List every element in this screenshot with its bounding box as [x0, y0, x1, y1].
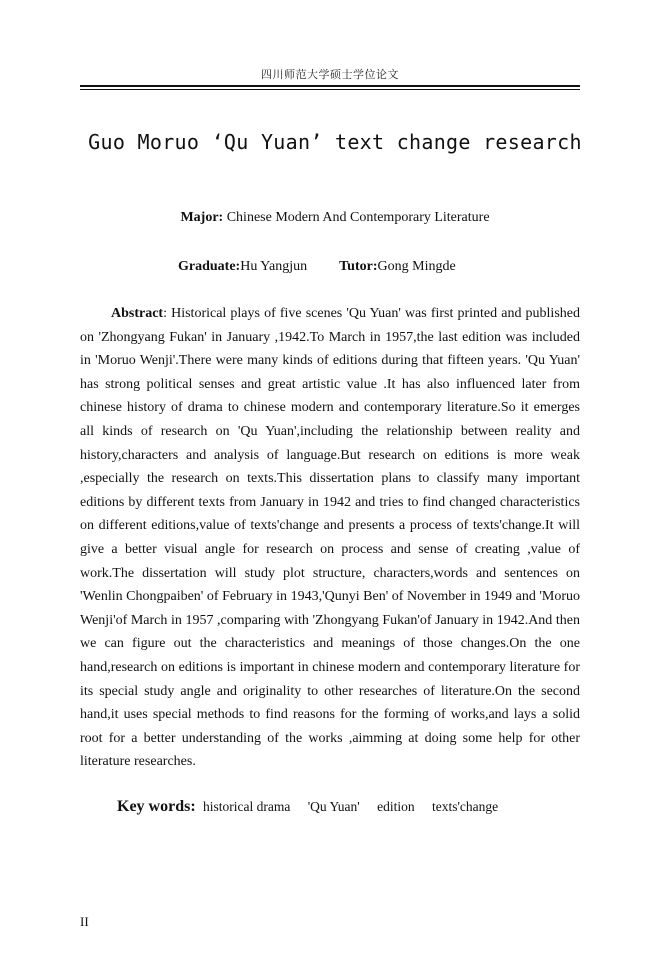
tutor-value: Gong Mingde: [377, 259, 456, 274]
graduate-label: Graduate:: [178, 259, 241, 274]
abstract-label: Abstract: [111, 306, 164, 321]
abstract-paragraph: [80, 302, 580, 774]
page-number: II: [80, 914, 89, 929]
keyword-item: texts'change: [431, 799, 499, 814]
tutor-label: Tutor:: [339, 259, 378, 274]
major-label: Major:: [180, 210, 224, 225]
keyword-item: 'Qu Yuan': [307, 799, 360, 814]
keywords-line: [117, 798, 512, 816]
major-line: [0, 210, 670, 226]
graduate-value: Hu Yangjun: [240, 259, 308, 274]
header-rule-thin: [80, 89, 580, 90]
major-value: Chinese Modern And Contemporary Literature: [223, 210, 490, 225]
running-header: 四川师范大学硕士学位论文: [261, 68, 399, 81]
keyword-item: edition: [377, 799, 415, 814]
header-rule-thick: [80, 85, 580, 87]
abstract-text: : Historical plays of five scenes 'Qu Yuan' was first printed and published on 'Zhongyang Fukan' in January ,1942.To March in 1957,the last edition was included in 'Moruo Wenji'.There were many kinds of editions during that fifteen years. 'Qu Yuan' has strong political senses and great artistic value .It has also influenced later from chinese history of drama to chinese modern and contemporary literature.So it emerges all kinds of research on 'Qu Yuan',including the relationship between reality and history,characters and analysis of language.But research on editions is more weak ,especially the research on texts.This dissertation plans to classify many important editions by different texts from January in 1942 and tries to find changed characteristics on different editions,value of texts'change and presents a process of texts'change.It will give a better visual angle for research on process and sense of creating ,value of work.The dissertation will study plot structure, characters,words and sentences on 'Wenlin Chongpaiben' of February in 1943,'Qunyi Ben' of November in 1949 and 'Moruo Wenji'of March in 1957 ,comparing with 'Zhongyang Fukan'of January in 1942.And then we can figure out the characteristics and meanings of those changes.On the one hand,research on editions is important in chinese modern and contemporary literature for its special study angle and originality to other researches of literature.On the second hand,it uses special methods to find reasons for the forming of works,and lays a solid root for a better understanding of the works ,aimming at doing some help for other literature researches.: [80, 306, 580, 770]
paper-title: Guo Moruo ‘Qu Yuan’ text change research: [88, 130, 582, 154]
keyword-item: historical drama: [203, 799, 291, 814]
keywords-label: Key words:: [117, 798, 196, 815]
author-line: [178, 259, 456, 275]
